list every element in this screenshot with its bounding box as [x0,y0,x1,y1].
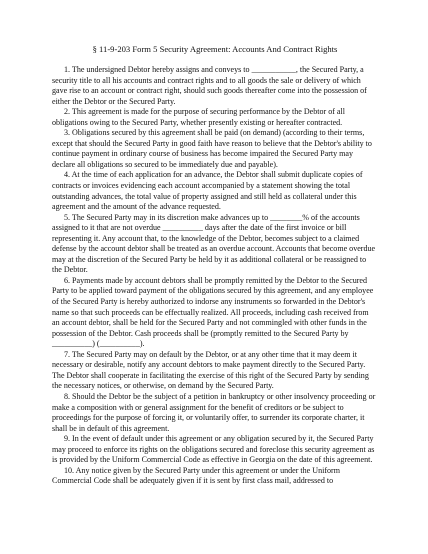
paragraph-8: 8. Should the Debtor be the subject of a petition in bankruptcy or other insolvency proceeding or make a composition with or general assignment for the benefit of creditors or be subject to proceedings for the purpose of forcing it, or voluntarily offer, to surrender its corporate charter, it shall be in default of this agreement. [52,391,376,433]
paragraph-4: 4. At the time of each application for an advance, the Debtor shall submit duplicate copies of contracts or invoices evidencing each account accompanied by a statement showing the total outstanding advances, the total value of property assigned and still held as collateral under this agreement and the amount of the advance requested. [52,170,363,212]
paragraph-1: 1. The undersigned Debtor hereby assigns and conveys to ___________, the Secured Party, a security title to all his accounts and contract rights and to all goods the sale or delivery of which gave rise to an account or contract right, should such goods thereafter come into the possession of either the Debtor or the Secured Party. [52,65,367,106]
paragraph-10: 10. Any notice given by the Secured Party under this agreement or under the Uniform Commercial Code shall be adequately given if it is sent by first class mail, addressed to [52,465,340,486]
paragraph-9: 9. In the event of default under this agreement or any obligation secured by it, the Secured Party may proceed to enforce its rights on the obligations secured and foreclose this security agreement as is provided by the Uniform Commercial Code as effective in Georgia on the date of this agreement. [52,434,375,465]
paragraph-3: 3. Obligations secured by this agreement shall be paid (on demand) (according to their terms, except that should the Secured Party in good faith have reason to believe that the Debtor's ability to continue payment in ordinary course of business has become impaired the Secured Party may declare all obligations so secured to be immediately due and payable). [52,128,372,169]
document-title: § 11-9-203 Form 5 Security Agreement: Accounts And Contract Rights [92,44,338,54]
document-page [52,44,378,487]
paragraph-7: 7. The Secured Party may on default by the Debtor, or at any other time that it may deem it necessary or desirable, notify any account debtors to make payment directly to the Secured Party. The Debtor shall cooperate in facilitating the exercise of this right of the Secured Party by sending the necessary notices, or otherwise, on demand by the Secured Party. [52,349,369,391]
paragraph-5: 5. The Secured Party may in its discretion make advances up to ________% of the accounts assigned to it that are not overdue __________ days after the date of the first invoice or bill representing it. Any account that, to the knowledge of the Debtor, becomes subject to a claimed defense by the account debtor shall be treated as an overdue account. Accounts that become overdue may at the discretion of the Secured Party be held by it as additional collateral or be reassigned to the Debtor. [52,212,376,275]
paragraph-6: 6. Payments made by account debtors shall be promptly remitted by the Debtor to the Secured Party to be applied toward payment of the obligations secured by this agreement, and any employee of the Secured Party is hereby authorized to indorse any instruments so forwarded in the Debtor's name so that such proceeds can be effectually realized. All proceeds, including cash received from an account debtor, shall be held for the Secured Party and not commingled with other funds in the possession of the Debtor. Cash proceeds shall be (promptly remitted to the Secured Party by __________) (__________). [52,275,374,349]
paragraph-2: 2. This agreement is made for the purpose of securing performance by the Debtor of all obligations owing to the Secured Party, whether presently existing or hereafter contracted. [52,107,345,127]
